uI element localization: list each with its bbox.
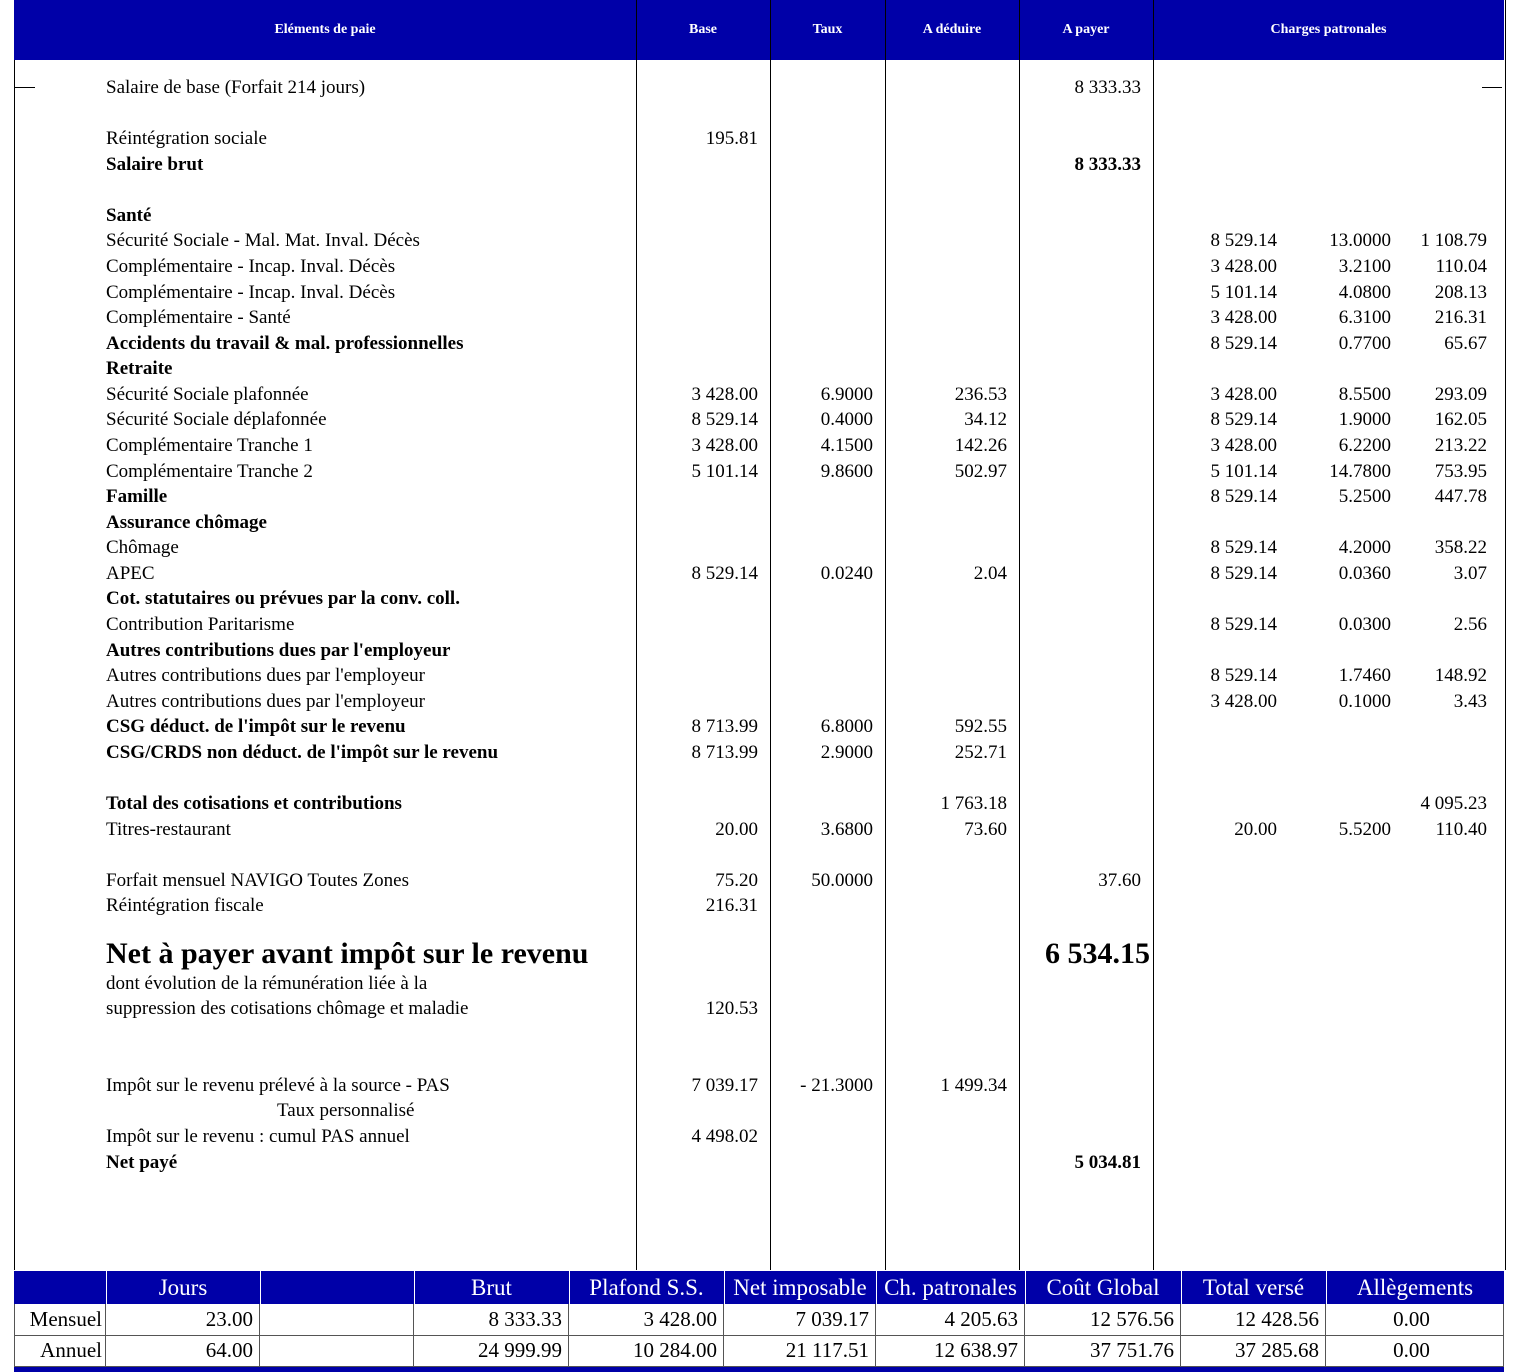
line-label: Salaire de base (Forfait 214 jours) (106, 77, 366, 98)
payslip-line (0, 331, 1524, 356)
line-label: Réintégration sociale (106, 128, 267, 149)
summary-cell: 7 039.17 (724, 1304, 876, 1335)
summary-cell: 0.00 (1326, 1335, 1504, 1366)
summary-row-label: Mensuel (14, 1304, 106, 1335)
line-cmont-value: 148.92 (1434, 665, 1487, 686)
line-label: Cot. statutaires ou prévues par la conv. coll. (106, 588, 460, 609)
line-ctaux-value: 6.2200 (1338, 435, 1391, 456)
line-ctaux-value: 0.0300 (1338, 614, 1391, 635)
summary-header-bar (14, 1271, 1504, 1304)
line-cbase-value: 8 529.14 (1210, 486, 1277, 507)
summary-cell: 64.00 (106, 1335, 260, 1366)
line-label: Impôt sur le revenu : cumul PAS annuel (106, 1126, 410, 1147)
header-elements: Eléments de paie (274, 22, 376, 37)
line-ctaux-value: 0.0360 (1338, 563, 1391, 584)
summary-header-cell: Total versé (1202, 1275, 1305, 1300)
line-ctaux-value: 5.2500 (1338, 486, 1391, 507)
line-cmont-value: 447.78 (1434, 486, 1487, 507)
header-a-payer: A payer (1062, 22, 1110, 37)
line-label: Sécurité Sociale déplafonnée (106, 409, 327, 430)
line-ctaux-value: 3.2100 (1338, 256, 1391, 277)
summary-header-cell: Plafond S.S. (589, 1275, 704, 1300)
line-cbase-value: 8 529.14 (1210, 614, 1277, 635)
line-ctaux-value: 5.5200 (1338, 819, 1391, 840)
payslip-line (0, 254, 1524, 279)
line-label: Forfait mensuel NAVIGO Toutes Zones (106, 870, 409, 891)
line-taux-value: - 21.3000 (800, 1075, 873, 1096)
payslip-line (0, 280, 1524, 305)
line-cmont-value: 208.13 (1434, 282, 1487, 303)
summary-row (14, 1304, 1504, 1335)
summary-header-divider (1025, 1271, 1026, 1304)
payslip-line (0, 535, 1524, 560)
line-ctaux-value: 14.7800 (1329, 461, 1391, 482)
line-base-value: 8 713.99 (691, 716, 758, 737)
payslip-line (0, 714, 1524, 739)
summary-cell: 12 428.56 (1181, 1304, 1326, 1335)
line-label: Total des cotisations et contributions (106, 793, 402, 814)
line-label: Titres-restaurant (106, 819, 231, 840)
line-cmont-value: 4 095.23 (1420, 793, 1487, 814)
payslip-line (0, 586, 1524, 611)
line-label: CSG déduct. de l'impôt sur le revenu (106, 716, 406, 737)
line-cbase-value: 3 428.00 (1210, 256, 1277, 277)
line-ctaux-value: 0.7700 (1338, 333, 1391, 354)
line-deduire-value: 236.53 (954, 384, 1007, 405)
line-cbase-value: 3 428.00 (1210, 384, 1277, 405)
summary-header-cell: Ch. patronales (884, 1275, 1017, 1300)
line-cbase-value: 8 529.14 (1210, 665, 1277, 686)
payslip-line (0, 484, 1524, 509)
payslip-line (0, 612, 1524, 637)
line-base-value: 216.31 (705, 895, 758, 916)
line-deduire-value: 142.26 (954, 435, 1007, 456)
payslip-line (0, 689, 1524, 714)
line-cbase-value: 5 101.14 (1210, 461, 1277, 482)
line-label: Accidents du travail & mal. professionnelles (106, 333, 464, 354)
summary-header-divider (106, 1271, 107, 1304)
line-label: Complémentaire - Santé (106, 307, 291, 328)
line-taux-value: 3.6800 (820, 819, 873, 840)
summary-header-cell: Coût Global (1046, 1275, 1160, 1300)
line-base-value: 75.20 (715, 870, 758, 891)
payslip-line (0, 638, 1524, 663)
payslip-line (0, 791, 1524, 816)
payslip-line (0, 356, 1524, 381)
line-label: Autres contributions dues par l'employeur (106, 691, 425, 712)
line-label: Santé (106, 205, 152, 226)
payslip-line (0, 740, 1524, 765)
line-cbase-value: 3 428.00 (1210, 691, 1277, 712)
line-cmont-value: 3.07 (1453, 563, 1487, 584)
line-cmont-value: 110.04 (1435, 256, 1487, 277)
line-cbase-value: 3 428.00 (1210, 435, 1277, 456)
payslip-line (0, 228, 1524, 253)
line-payer-value: 8 333.33 (1074, 154, 1141, 175)
line-label: Net payé (106, 1152, 178, 1173)
line-label: dont évolution de la rémunération liée à la (106, 973, 428, 994)
payslip-line (0, 407, 1524, 432)
summary-cell: 4 205.63 (876, 1304, 1025, 1335)
line-deduire-value: 73.60 (964, 819, 1007, 840)
line-ctaux-value: 6.3100 (1338, 307, 1391, 328)
summary-header-divider (260, 1271, 261, 1304)
summary-header-cell: Allègements (1356, 1275, 1474, 1300)
payslip-line (0, 817, 1524, 842)
line-base-value: 120.53 (705, 998, 758, 1019)
line-label: Complémentaire - Incap. Inval. Décès (106, 282, 396, 303)
line-cmont-value: 110.40 (1435, 819, 1487, 840)
line-ctaux-value: 1.9000 (1338, 409, 1391, 430)
line-taux-value: 6.9000 (820, 384, 873, 405)
line-cmont-value: 753.95 (1434, 461, 1487, 482)
line-label: Sécurité Sociale - Mal. Mat. Inval. Décès (106, 230, 420, 251)
line-cbase-value: 8 529.14 (1210, 230, 1277, 251)
summary-cell: 24 999.99 (414, 1335, 569, 1366)
line-ctaux-value: 4.0800 (1338, 282, 1391, 303)
header-charges: Charges patronales (1270, 22, 1387, 37)
line-cmont-value: 358.22 (1434, 537, 1487, 558)
summary-header-divider (724, 1271, 725, 1304)
line-base-value: 4 498.02 (691, 1126, 758, 1147)
summary-cell: 12 638.97 (876, 1335, 1025, 1366)
summary-cell (260, 1304, 414, 1335)
payslip-line (0, 1073, 1524, 1098)
payslip-line (0, 75, 1524, 100)
line-cmont-value: 65.67 (1444, 333, 1487, 354)
line-label: Contribution Paritarisme (106, 614, 295, 635)
line-label: Complémentaire Tranche 2 (106, 461, 313, 482)
summary-cell: 23.00 (106, 1304, 260, 1335)
line-label: Assurance chômage (106, 512, 267, 533)
line-taux-value: 0.4000 (820, 409, 873, 430)
summary-header-divider (1181, 1271, 1182, 1304)
summary-cell: 37 751.76 (1025, 1335, 1181, 1366)
summary-header-cell (260, 1273, 414, 1303)
summary-cell: 0.00 (1326, 1304, 1504, 1335)
line-deduire-value: 2.04 (973, 563, 1007, 584)
line-taux-value: 2.9000 (820, 742, 873, 763)
line-cbase-value: 8 529.14 (1210, 333, 1277, 354)
summary-cell: 3 428.00 (569, 1304, 724, 1335)
payslip-line (0, 510, 1524, 535)
payslip-line (0, 433, 1524, 458)
line-label: Autres contributions dues par l'employeur (106, 640, 451, 661)
line-label: Chômage (106, 537, 179, 558)
summary-header-divider (569, 1271, 570, 1304)
line-base-value: 8 529.14 (691, 563, 758, 584)
line-taux-value: 6.8000 (820, 716, 873, 737)
payslip-line (0, 996, 1524, 1021)
line-label: Taux personnalisé (277, 1100, 415, 1121)
summary-cell: 37 285.68 (1181, 1335, 1326, 1366)
summary-bottom-bar (14, 1367, 1504, 1372)
line-base-value: 8 529.14 (691, 409, 758, 430)
line-cbase-value: 8 529.14 (1210, 563, 1277, 584)
header-a-deduire: A déduire (922, 22, 982, 37)
header-taux: Taux (812, 22, 843, 37)
net-before-tax-value: 6 534.15 (1045, 937, 1150, 970)
payslip-line (0, 1098, 1524, 1123)
summary-cell (260, 1335, 414, 1366)
line-deduire-value: 252.71 (954, 742, 1007, 763)
payslip-line (0, 126, 1524, 151)
summary-row-label: Annuel (14, 1335, 106, 1366)
line-payer-value: 37.60 (1098, 870, 1141, 891)
summary-row (14, 1335, 1504, 1366)
line-cmont-value: 293.09 (1434, 384, 1487, 405)
line-cbase-value: 8 529.14 (1210, 537, 1277, 558)
column-header-bar (14, 0, 1504, 60)
summary-header-divider (876, 1271, 877, 1304)
summary-header-divider (1326, 1271, 1327, 1304)
summary-cell: 21 117.51 (724, 1335, 876, 1366)
line-label: Famille (106, 486, 168, 507)
payslip-line (0, 663, 1524, 688)
line-label: Retraite (106, 358, 173, 379)
line-cmont-value: 216.31 (1434, 307, 1487, 328)
payslip-line (0, 971, 1524, 996)
payslip-line (0, 1150, 1524, 1175)
summary-cell: 8 333.33 (414, 1304, 569, 1335)
line-taux-value: 0.0240 (820, 563, 873, 584)
line-deduire-value: 1 499.34 (940, 1075, 1007, 1096)
payslip-line (0, 893, 1524, 918)
line-cbase-value: 8 529.14 (1210, 409, 1277, 430)
payslip-line (0, 459, 1524, 484)
payslip-line (0, 203, 1524, 228)
line-cmont-value: 162.05 (1434, 409, 1487, 430)
line-label: Sécurité Sociale plafonnée (106, 384, 309, 405)
line-label: Complémentaire - Incap. Inval. Décès (106, 256, 396, 277)
summary-header-cell: Jours (158, 1275, 208, 1300)
line-label: suppression des cotisations chômage et maladie (106, 998, 469, 1019)
summary-header-cell: Net imposable (733, 1275, 867, 1300)
line-cmont-value: 1 108.79 (1420, 230, 1487, 251)
line-base-value: 3 428.00 (691, 435, 758, 456)
line-label: Salaire brut (106, 154, 204, 175)
payslip-line (0, 561, 1524, 586)
payslip-line (0, 152, 1524, 177)
payslip-line (0, 868, 1524, 893)
summary-cell: 10 284.00 (569, 1335, 724, 1366)
line-base-value: 195.81 (705, 128, 758, 149)
line-cmont-value: 3.43 (1453, 691, 1487, 712)
line-ctaux-value: 13.0000 (1329, 230, 1391, 251)
line-taux-value: 4.1500 (820, 435, 873, 456)
net-before-tax-label: Net à payer avant impôt sur le revenu (106, 937, 589, 970)
summary-cell: 12 576.56 (1025, 1304, 1181, 1335)
line-cbase-value: 5 101.14 (1210, 282, 1277, 303)
line-taux-value: 9.8600 (820, 461, 873, 482)
payslip-line (0, 1124, 1524, 1149)
line-label: Impôt sur le revenu prélevé à la source - PAS (106, 1075, 450, 1096)
line-ctaux-value: 8.5500 (1338, 384, 1391, 405)
line-cbase-value: 20.00 (1234, 819, 1277, 840)
line-ctaux-value: 0.1000 (1338, 691, 1391, 712)
line-label: APEC (106, 563, 155, 584)
line-base-value: 8 713.99 (691, 742, 758, 763)
line-label: Complémentaire Tranche 1 (106, 435, 313, 456)
summary-header-cell: Brut (471, 1275, 512, 1300)
line-cbase-value: 3 428.00 (1210, 307, 1277, 328)
line-payer-value: 8 333.33 (1074, 77, 1141, 98)
line-label: Autres contributions dues par l'employeur (106, 665, 425, 686)
line-cmont-value: 213.22 (1434, 435, 1487, 456)
summary-header-divider (414, 1271, 415, 1304)
line-base-value: 7 039.17 (691, 1075, 758, 1096)
payslip-line (0, 305, 1524, 330)
line-payer-value: 5 034.81 (1074, 1152, 1141, 1173)
line-cmont-value: 2.56 (1453, 614, 1487, 635)
header-base: Base (689, 22, 717, 37)
line-label: CSG/CRDS non déduct. de l'impôt sur le revenu (106, 742, 499, 763)
line-ctaux-value: 1.7460 (1338, 665, 1391, 686)
line-base-value: 5 101.14 (691, 461, 758, 482)
line-taux-value: 50.0000 (811, 870, 873, 891)
line-base-value: 20.00 (715, 819, 758, 840)
line-base-value: 3 428.00 (691, 384, 758, 405)
line-deduire-value: 1 763.18 (940, 793, 1007, 814)
line-label: Réintégration fiscale (106, 895, 264, 916)
line-ctaux-value: 4.2000 (1338, 537, 1391, 558)
payslip-line (0, 382, 1524, 407)
line-deduire-value: 502.97 (954, 461, 1007, 482)
line-deduire-value: 592.55 (954, 716, 1007, 737)
line-deduire-value: 34.12 (964, 409, 1007, 430)
